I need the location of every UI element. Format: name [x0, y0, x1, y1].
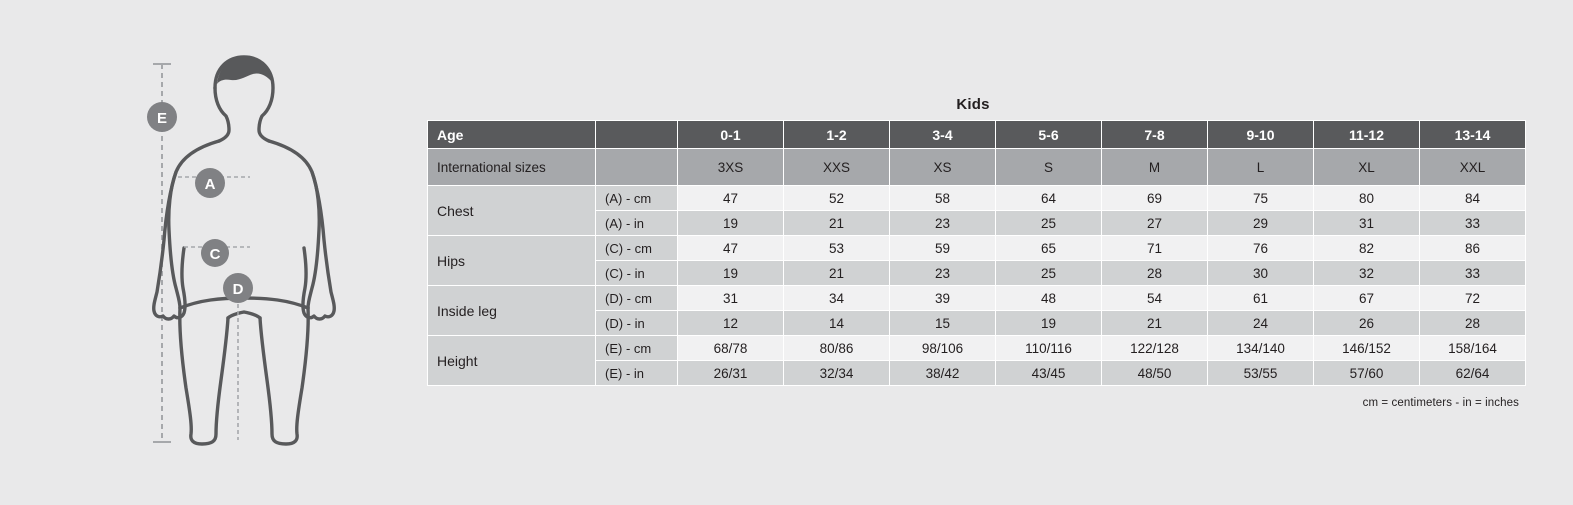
row-label-group: Inside leg	[428, 286, 596, 336]
table-body	[428, 121, 1526, 386]
table-row	[428, 336, 1526, 361]
row-unit-cell: (D) - cm	[596, 286, 678, 311]
cell-international-size: XXL	[1420, 149, 1526, 186]
measurement-cell: 59	[890, 236, 996, 261]
row-unit-international-sizes	[596, 149, 678, 186]
row-label-group: Hips	[428, 236, 596, 286]
header-cell-age-9-10: 9-10	[1208, 121, 1314, 149]
header-cell-age-11-12: 11-12	[1314, 121, 1420, 149]
measurement-cell: 21	[784, 261, 890, 286]
row-unit-cell: (A) - in	[596, 211, 678, 236]
measurement-cell: 67	[1314, 286, 1420, 311]
table-row-international-sizes	[428, 149, 1526, 186]
cell-international-size: XXS	[784, 149, 890, 186]
measurement-cell: 82	[1314, 236, 1420, 261]
measurement-cell: 48	[996, 286, 1102, 311]
table-row	[428, 286, 1526, 311]
measurement-cell: 12	[678, 311, 784, 336]
measurement-cell: 23	[890, 261, 996, 286]
body-measurement-figure	[120, 30, 380, 460]
measurement-cell: 19	[678, 211, 784, 236]
measurement-cell: 30	[1208, 261, 1314, 286]
header-cell-age-0-1: 0-1	[678, 121, 784, 149]
measurement-cell: 47	[678, 186, 784, 211]
cell-international-size: M	[1102, 149, 1208, 186]
measurement-cell: 24	[1208, 311, 1314, 336]
marker-badge-A	[195, 168, 225, 198]
measurement-cell: 134/140	[1208, 336, 1314, 361]
measurement-cell: 26	[1314, 311, 1420, 336]
row-label-group: Chest	[428, 186, 596, 236]
row-unit-cell: (C) - in	[596, 261, 678, 286]
measurement-cell: 26/31	[678, 361, 784, 386]
measurement-cell: 47	[678, 236, 784, 261]
table-header-row	[428, 121, 1526, 149]
measurement-cell: 98/106	[890, 336, 996, 361]
measurement-cell: 14	[784, 311, 890, 336]
measurement-cell: 29	[1208, 211, 1314, 236]
measurement-cell: 34	[784, 286, 890, 311]
measurement-cell: 53	[784, 236, 890, 261]
measurement-cell: 25	[996, 261, 1102, 286]
measurement-cell: 80/86	[784, 336, 890, 361]
table-title: Kids	[956, 96, 990, 113]
measurement-cell: 31	[1314, 211, 1420, 236]
measurement-cell: 54	[1102, 286, 1208, 311]
size-chart-table-container	[427, 96, 1519, 409]
measurement-cell: 58	[890, 186, 996, 211]
cell-international-size: XL	[1314, 149, 1420, 186]
cell-international-size: L	[1208, 149, 1314, 186]
measurement-cell: 69	[1102, 186, 1208, 211]
header-cell-age-13-14: 13-14	[1420, 121, 1526, 149]
row-unit-cell: (C) - cm	[596, 236, 678, 261]
table-row	[428, 236, 1526, 261]
measurement-cell: 64	[996, 186, 1102, 211]
measurement-cell: 61	[1208, 286, 1314, 311]
measurement-cell: 27	[1102, 211, 1208, 236]
header-cell-age-1-2: 1-2	[784, 121, 890, 149]
cell-international-size: S	[996, 149, 1102, 186]
marker-label-A: A	[204, 176, 216, 193]
measurement-cell: 32	[1314, 261, 1420, 286]
measurement-cell: 86	[1420, 236, 1526, 261]
header-cell-age-7-8: 7-8	[1102, 121, 1208, 149]
marker-label-E: E	[156, 110, 168, 127]
row-label-international-sizes: International sizes	[428, 149, 596, 186]
measurement-cell: 52	[784, 186, 890, 211]
measurement-cell: 31	[678, 286, 784, 311]
measurement-cell: 19	[678, 261, 784, 286]
measurement-cell: 146/152	[1314, 336, 1420, 361]
table-row	[428, 186, 1526, 211]
measurement-cell: 80	[1314, 186, 1420, 211]
row-unit-cell: (A) - cm	[596, 186, 678, 211]
marker-label-D: D	[232, 281, 244, 298]
measurement-cell: 158/164	[1420, 336, 1526, 361]
measurement-cell: 53/55	[1208, 361, 1314, 386]
row-unit-cell: (D) - in	[596, 311, 678, 336]
marker-badge-D	[223, 273, 253, 303]
cell-international-size: XS	[890, 149, 996, 186]
header-cell-age-5-6: 5-6	[996, 121, 1102, 149]
measurement-cell: 75	[1208, 186, 1314, 211]
marker-badge-C	[201, 239, 229, 267]
measurement-cell: 21	[784, 211, 890, 236]
measurement-cell: 28	[1102, 261, 1208, 286]
measurement-cell: 33	[1420, 261, 1526, 286]
measurement-cell: 43/45	[996, 361, 1102, 386]
measurement-cell: 65	[996, 236, 1102, 261]
measurement-cell: 38/42	[890, 361, 996, 386]
measurement-cell: 32/34	[784, 361, 890, 386]
header-cell-age: Age	[428, 121, 596, 149]
measurement-cell: 110/116	[996, 336, 1102, 361]
measurement-cell: 23	[890, 211, 996, 236]
marker-badge-E	[147, 102, 177, 132]
measurement-cell: 33	[1420, 211, 1526, 236]
header-cell-age-3-4: 3-4	[890, 121, 996, 149]
marker-label-C: C	[209, 246, 221, 263]
measurement-cell: 48/50	[1102, 361, 1208, 386]
row-label-group: Height	[428, 336, 596, 386]
measurement-cell: 122/128	[1102, 336, 1208, 361]
measurement-cell: 21	[1102, 311, 1208, 336]
row-unit-cell: (E) - cm	[596, 336, 678, 361]
row-unit-cell: (E) - in	[596, 361, 678, 386]
measurement-cell: 68/78	[678, 336, 784, 361]
header-cell-unit	[596, 121, 678, 149]
measurement-cell: 76	[1208, 236, 1314, 261]
measurement-cell: 57/60	[1314, 361, 1420, 386]
measurement-cell: 39	[890, 286, 996, 311]
measurement-cell: 72	[1420, 286, 1526, 311]
units-footnote: cm = centimeters - in = inches	[1362, 397, 1519, 409]
measurement-cell: 28	[1420, 311, 1526, 336]
measurement-cell: 19	[996, 311, 1102, 336]
measurement-cell: 71	[1102, 236, 1208, 261]
body-outline	[154, 57, 335, 444]
cell-international-size: 3XS	[678, 149, 784, 186]
measurement-cell: 84	[1420, 186, 1526, 211]
measurement-cell: 25	[996, 211, 1102, 236]
measurement-cell: 15	[890, 311, 996, 336]
size-chart-table	[427, 120, 1526, 386]
measurement-cell: 62/64	[1420, 361, 1526, 386]
